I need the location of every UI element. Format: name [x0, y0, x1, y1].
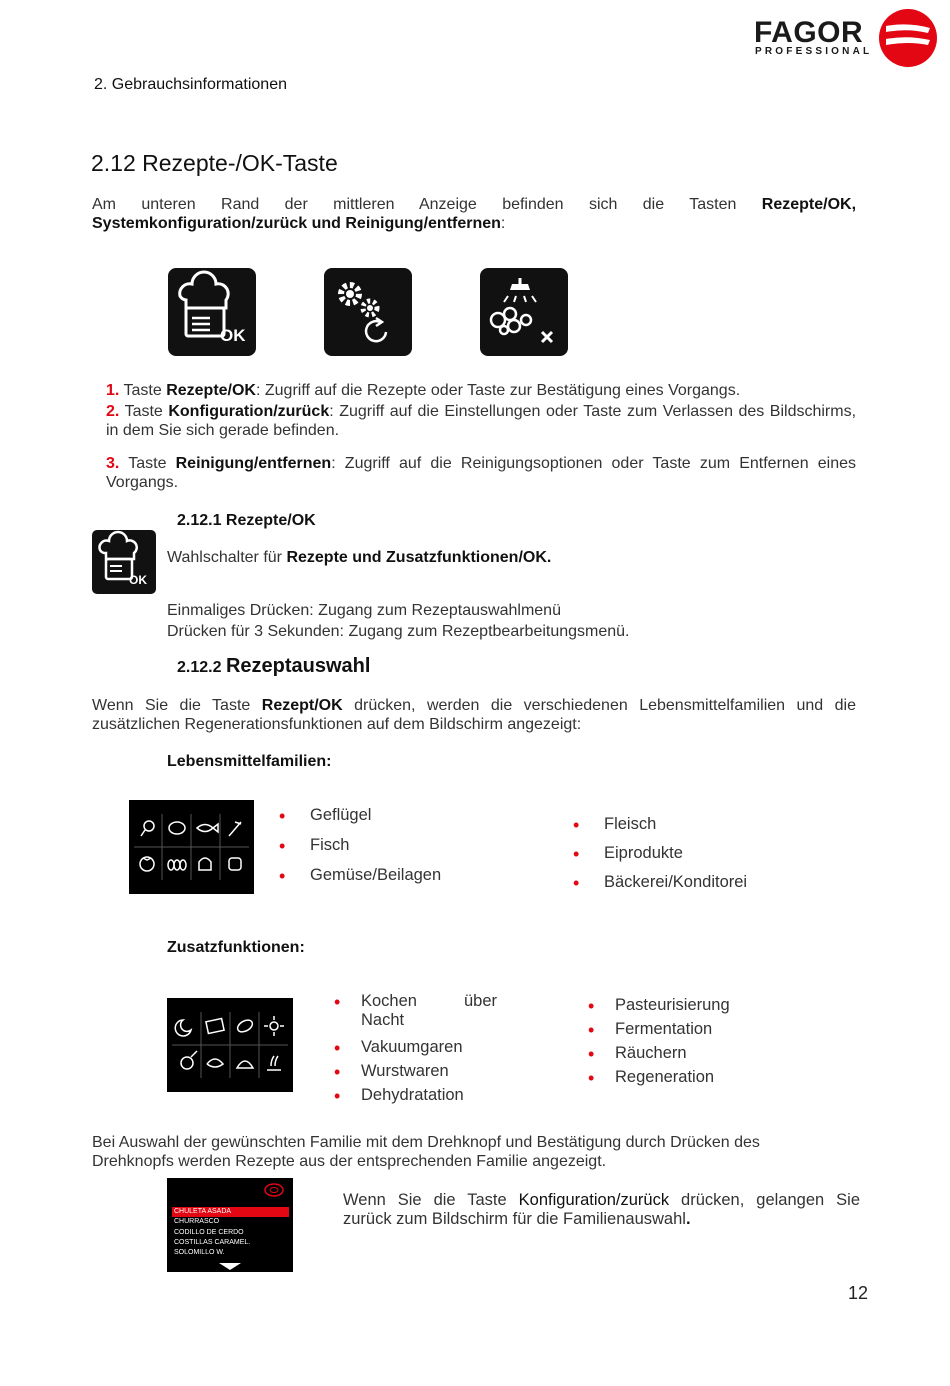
- brand-logo-icon: [878, 8, 938, 68]
- ok-label: OK: [129, 573, 147, 587]
- list-item: • Eiprodukte: [573, 844, 747, 863]
- selector-bold: Rezepte und Zusatzfunktionen/OK.: [286, 549, 552, 566]
- families-screen: [129, 800, 254, 894]
- gears-back-icon: [324, 268, 412, 356]
- meat-icon: [263, 1182, 285, 1198]
- selector-line: [167, 548, 551, 567]
- intro-bold-2: Systemkonfiguration/zurück und Reinigung/entfernen: [92, 215, 501, 232]
- list-item-text-b: über: [463, 992, 497, 1010]
- item-pre: Taste: [128, 455, 176, 472]
- subsection-title: 2.12.1 Rezepte/OK: [177, 512, 316, 529]
- item-number: 3.: [106, 455, 120, 472]
- bullet-icon: •: [334, 992, 341, 1012]
- running-header: 2. Gebrauchsinformationen: [94, 76, 287, 93]
- recipe-p-bold: Rezept/OK: [261, 697, 343, 714]
- scroll-down-icon: [219, 1263, 241, 1270]
- extras-list-1: [334, 992, 497, 1030]
- ok-label: OK: [220, 326, 246, 345]
- item-bold: Reinigung/entfernen: [175, 455, 332, 472]
- list-item: • Pasteurisierung: [588, 996, 730, 1015]
- selection-paragraph: Bei Auswahl der gewünschten Familie mit dem Drehknopf und Bestätigung durch Drücken des Drehknopfs werden Rezepte aus der entsprechenden Familie angezeigt.: [92, 1134, 760, 1170]
- list-item: • Gemüse/Beilagen: [279, 866, 441, 885]
- recipe-paragraph: [92, 696, 856, 734]
- recipe-list-screen: [167, 1178, 293, 1272]
- intro-plain: Am unteren Rand der mittleren Anzeige befinden sich die Tasten: [92, 196, 737, 213]
- families-list-1: [279, 806, 441, 885]
- item-text: : Zugriff auf die Einstellungen oder Taste zum Verlassen des Bildschirms, in dem Sie sich gerade befinden.: [106, 403, 857, 439]
- list-item: • Geflügel: [279, 806, 441, 825]
- press-3s-text: Drücken für 3 Sekunden: Zugang zum Rezeptbearbeitungsmenü.: [167, 623, 630, 640]
- selector-plain: Wahlschalter für: [167, 549, 287, 566]
- item-bold: Rezepte/OK: [166, 382, 256, 399]
- extras-list-2: [588, 996, 730, 1087]
- item-bold: Konfiguration/zurück: [168, 403, 330, 420]
- list-item: • Fleisch: [573, 815, 747, 834]
- shower-clean-x-icon: [480, 268, 568, 356]
- back-key-name: Konfiguration/zurück: [518, 1191, 670, 1209]
- back-pre: Wenn Sie die Taste: [343, 1191, 519, 1209]
- extras-heading: Zusatzfunktionen:: [167, 939, 305, 956]
- list-item: • Dehydratation: [334, 1086, 464, 1105]
- families-list-2: [573, 815, 747, 892]
- recipe-p-post: drücken, werden die verschiedenen Lebensmittelfamilien und die zusätzlichen Regenerationsfunktionen auf dem Bildschirm angezeigt:: [92, 697, 857, 733]
- cleaning-remove-key: [480, 268, 568, 356]
- list-item: • Räuchern: [588, 1044, 730, 1063]
- item-number: 1.: [106, 382, 120, 399]
- item-pre: Taste: [124, 403, 169, 420]
- recipe-p-pre: Wenn Sie die Taste: [92, 697, 262, 714]
- back-paragraph: [343, 1191, 860, 1229]
- intro-paragraph: [92, 195, 856, 233]
- list-item: • Wurstwaren: [334, 1062, 464, 1081]
- list-item-continued: Nacht: [361, 1011, 405, 1029]
- list-item: [334, 992, 497, 1011]
- item-pre: Taste: [123, 382, 167, 399]
- recipe-row-selected[interactable]: CHULETA ASADA: [172, 1207, 289, 1217]
- page-number: 12: [848, 1283, 869, 1303]
- list-item: • Fermentation: [588, 1020, 730, 1039]
- list-item: [106, 381, 856, 400]
- item-text: : Zugriff auf die Reinigungsoptionen oder Taste zum Entfernen eines Vorgangs.: [106, 455, 857, 491]
- extras-list-1b: [334, 1038, 464, 1105]
- extra-function-icons: [167, 998, 293, 1092]
- extras-screen: [167, 998, 293, 1092]
- recipe-row[interactable]: CHURRASCO: [174, 1218, 220, 1225]
- recipes-ok-key: [168, 268, 256, 356]
- press-once-text: Einmaliges Drücken: Zugang zum Rezeptauswahlmenü: [167, 602, 561, 619]
- brand-logo-subtitle: PROFESSIONAL: [755, 46, 873, 57]
- intro-bold-1: Rezepte/OK,: [761, 196, 857, 213]
- list-item: [106, 402, 856, 440]
- list-item: • Vakuumgaren: [334, 1038, 464, 1057]
- subsection-name: Rezeptauswahl: [225, 655, 371, 677]
- list-item: • Regeneration: [588, 1068, 730, 1087]
- recipe-row[interactable]: CODILLO DE CERDO: [174, 1229, 244, 1236]
- back-post: drücken, gelangen Sie zurück zum Bildschirm für die Familienauswahl: [343, 1191, 860, 1228]
- subsection-title-2: [177, 655, 370, 678]
- intro-end: :: [500, 215, 506, 232]
- list-item: [106, 454, 856, 492]
- families-heading: Lebensmittelfamilien:: [167, 753, 332, 770]
- back-end: .: [685, 1210, 691, 1228]
- list-item-text-a: Kochen: [361, 992, 417, 1010]
- list-item: • Fisch: [279, 836, 441, 855]
- recipes-ok-key-small: [92, 530, 156, 594]
- item-text: : Zugriff auf die Rezepte oder Taste zur Bestätigung eines Vorgangs.: [255, 382, 741, 399]
- subsection-number: 2.12.2: [177, 659, 222, 676]
- configuration-back-key: [324, 268, 412, 356]
- food-family-icons: [129, 800, 254, 894]
- brand-logo-text: FAGOR: [754, 16, 864, 49]
- item-number: 2.: [106, 403, 120, 420]
- recipe-row[interactable]: SOLOMILLO W.: [174, 1249, 225, 1256]
- section-title: 2.12 Rezepte-/OK-Taste: [91, 150, 338, 176]
- recipe-row[interactable]: COSTILLAS CARAMEL.: [174, 1239, 251, 1246]
- numbered-list: [106, 381, 856, 492]
- list-item: • Bäckerei/Konditorei: [573, 873, 747, 892]
